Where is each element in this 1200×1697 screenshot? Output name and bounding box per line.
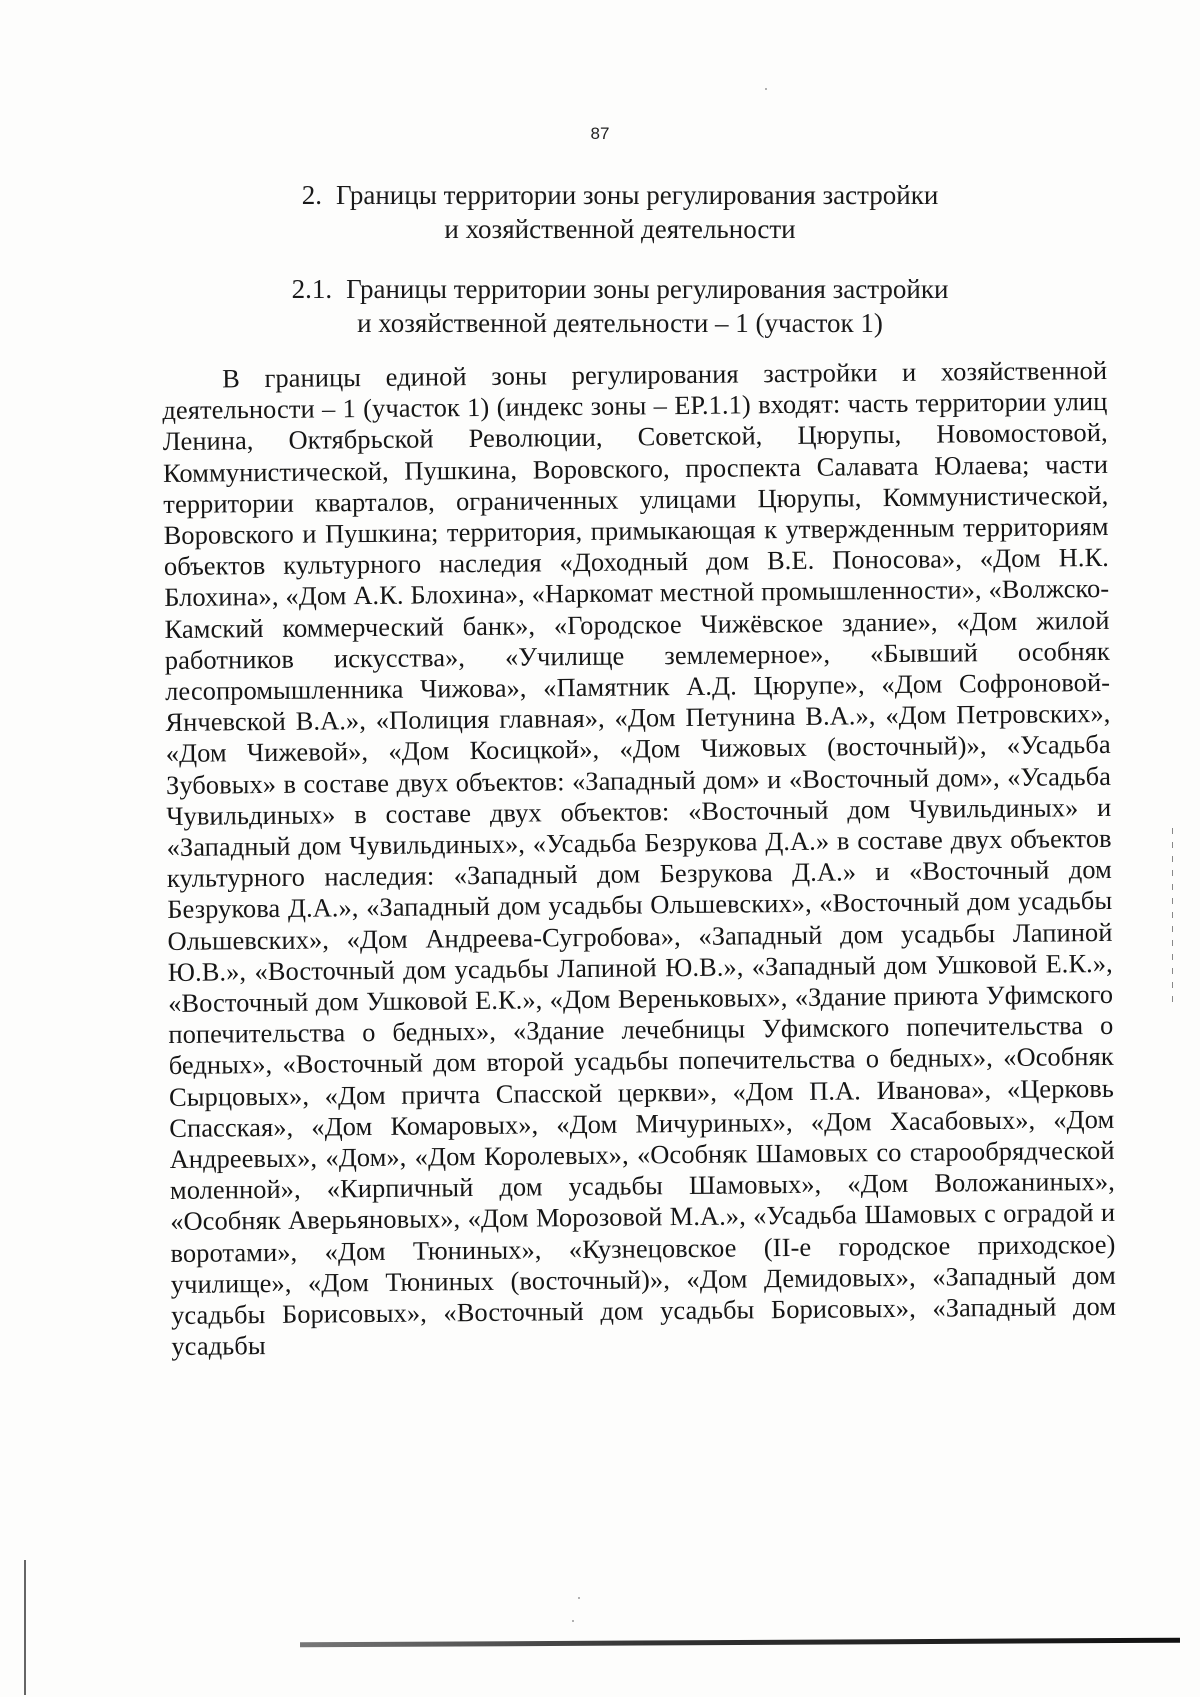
page-number: 87 xyxy=(590,124,610,143)
scan-artifact-left xyxy=(24,1560,26,1695)
section-number: 2. xyxy=(301,180,322,210)
scan-speck xyxy=(578,1597,580,1599)
scan-speck xyxy=(572,1620,574,1622)
scan-speck xyxy=(765,88,767,90)
subsection-heading-line-2: и хозяйственной деятельности – 1 (участок 1) xyxy=(357,308,883,338)
section-heading-line-2: и хозяйственной деятельности xyxy=(444,214,796,244)
subsection-heading xyxy=(240,272,1000,340)
subsection-number: 2.1. xyxy=(291,274,333,304)
subsection-heading-line-1 xyxy=(240,272,1000,306)
section-heading xyxy=(240,178,1000,246)
section-title: Границы территории зоны регулирования застройки xyxy=(335,180,939,210)
subsection-title: Границы территории зоны регулирования застройки xyxy=(346,274,949,304)
scan-artifact-bottom-rule xyxy=(300,1638,1180,1648)
section-heading-line-1 xyxy=(240,178,1000,212)
body-paragraph: В границы единой зоны регулирования застройки и хозяйственной деятельности – 1 (участок 1) (индекс зоны – ЕР.1.1) входят: часть территории улиц Ленина, Октябрьской Революции, Советской, Цюрупы, Новомостовой, Коммунистической, Пушкина, Воровского, проспекта Салавата Юлаева; части территории кварталов, ограниченных улицами Цюрупы, Коммунистической, Воровского и Пушкина; территория, примыкающая к утвержденным территориям объектов культурного наследия «Доходный дом В.Е. Поносова», «Дом Н.К. Блохина», «Дом А.К. Блохина», «Наркомат местной промышленности», «Волжско-Камский коммерческий банк», «Городское Чижёвское здание», «Дом жилой работников искусства», «Училище землемерное», «Бывший особняк лесопромышленника Чижова», «Памятник А.Д. Цюрупе», «Дом Софроновой-Янчевской В.А.», «Полиция главная», «Дом Петунина В.А.», «Дом Петровских», «Дом Чижевой», «Дом Косицкой», «Дом Чижовых (восточный)», «Усадьба Зубовых» в составе двух объектов: «Западный дом» и «Восточный дом», «Усадьба Чувильдиных» в составе двух объектов: «Восточный дом Чувильдиных» и «Западный дом Чувильдиных», «Усадьба Безрукова Д.А.» в составе двух объектов культурного наследия: «Западный дом Безрукова Д.А.» и «Восточный дом Безрукова Д.А.», «Западный дом усадьбы Ольшевских», «Восточный дом усадьбы Ольшевских», «Дом Андреева-Сугробова», «Западный дом усадьбы Лапиной Ю.В.», «Восточный дом усадьбы Лапиной Ю.В.», «Западный дом Ушковой Е.К.», «Восточный дом Ушковой Е.К.», «Дом Вереньковых», «Здание приюта Уфимского попечительства о бедных», «Здание лечебницы Уфимского попечительства о бедных», «Восточный дом второй усадьбы попечительства о бедных», «Особняк Сырцовых», «Дом причта Спасской церкви», «Дом П.А. Иванова», «Церковь Спасская», «Дом Комаровых», «Дом Мичуриных», «Дом Хасабовых», «Дом Андреевых», «Дом», «Дом Королевых», «Особняк Шамовых со старообрядческой моленной», «Кирпичный дом усадьбы Шамовых», «Дом Воложаниных», «Особняк Аверьяновых», «Дом Морозовой М.А.», «Усадьба Шамовых с оградой и воротами», «Дом Тюниных», «Кузнецовское (II-е городское приходское) училище», «Дом Тюниных (восточный)», «Дом Демидовых», «Западный дом усадьбы Борисовых», «Восточный дом усадьбы Борисовых», «Западный дом усадьбы xyxy=(162,354,1117,1362)
scan-artifact-right xyxy=(1172,828,1173,1008)
